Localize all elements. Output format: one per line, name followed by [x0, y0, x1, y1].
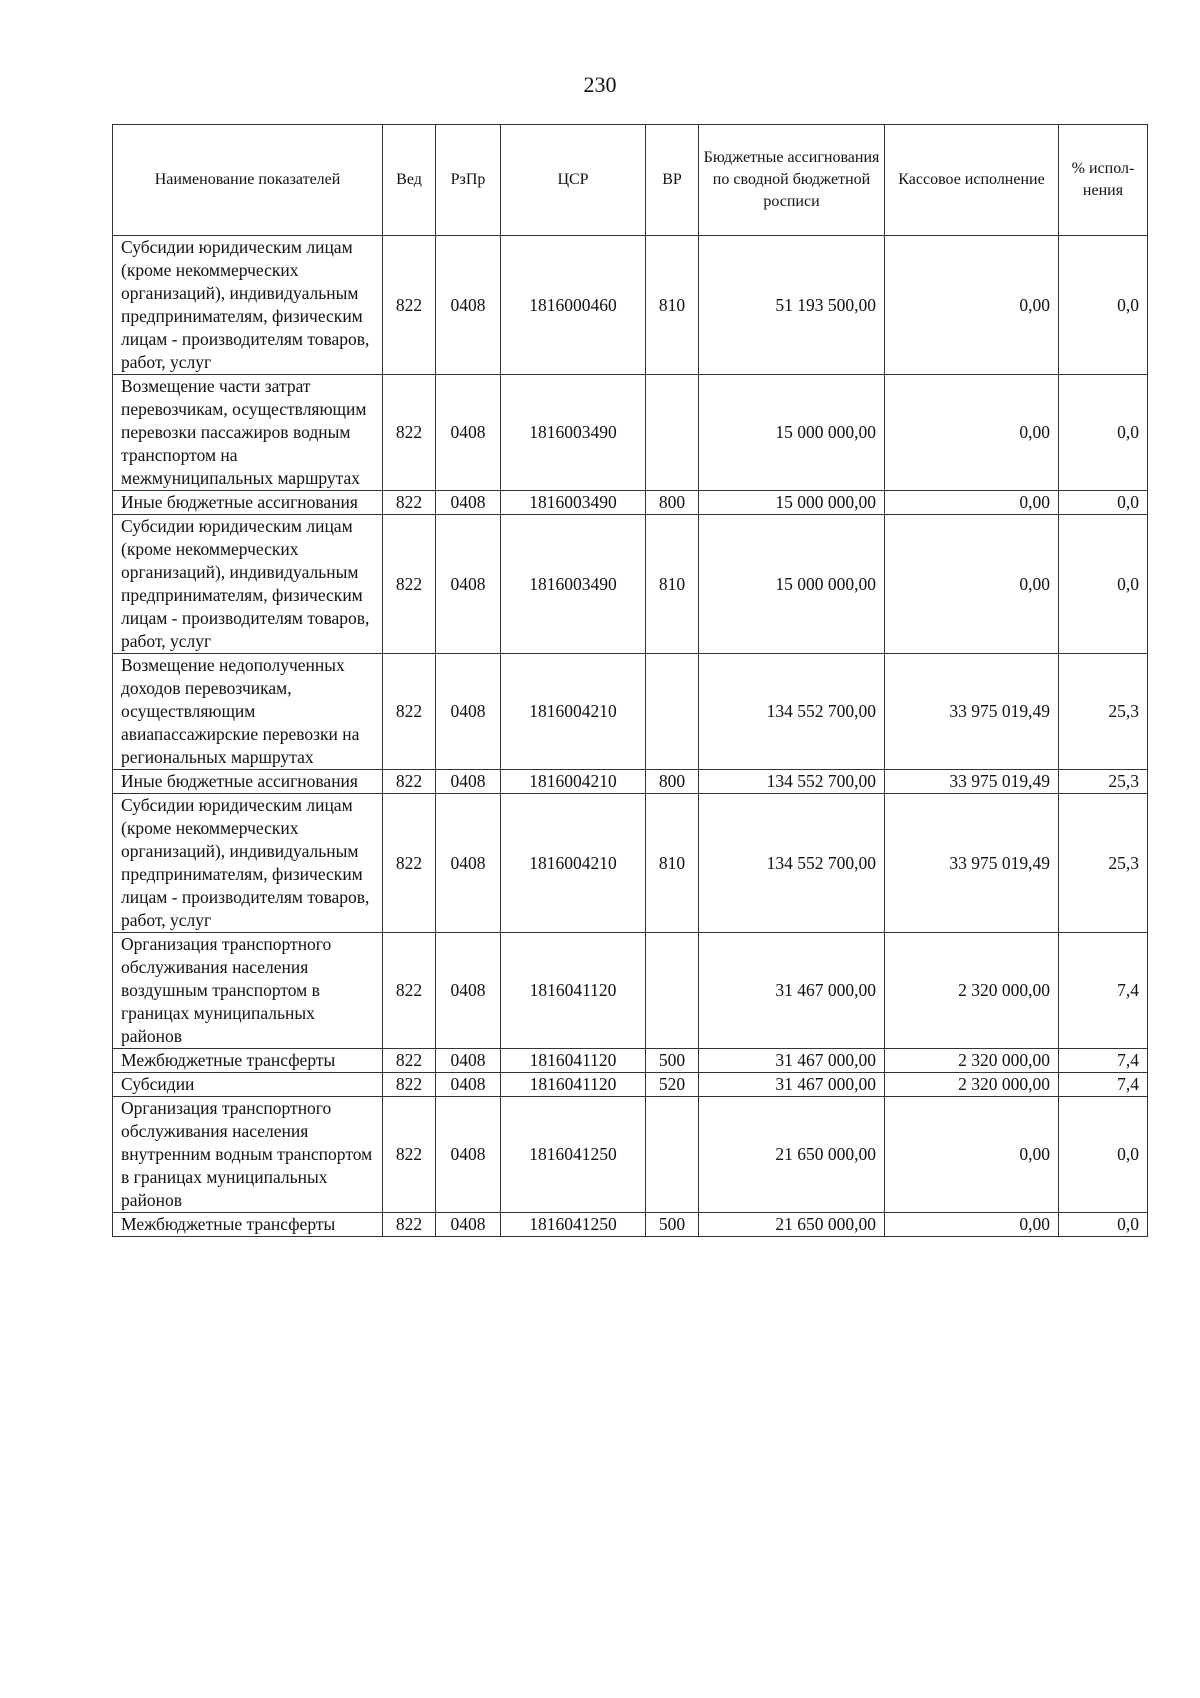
- cell-executed: 0,00: [885, 1097, 1059, 1213]
- table-row: [113, 1097, 1148, 1213]
- cell-name: Возмещение недополученных доходов перевозчикам, осуществляющим авиапассажирские перевозки на региональных маршрутах: [113, 654, 383, 770]
- cell-name: Возмещение части затрат перевозчикам, осуществляющим перевозки пассажиров водным транспортом на межмуниципальных маршрутах: [113, 375, 383, 491]
- cell-vr: [646, 933, 699, 1049]
- cell-name: Субсидии юридическим лицам (кроме некоммерческих организаций), индивидуальным предпринимателям, физическим лицам - производителям товаров, работ, услуг: [113, 236, 383, 375]
- cell-ved: 822: [383, 515, 436, 654]
- cell-vr: 810: [646, 236, 699, 375]
- table-row: [113, 794, 1148, 933]
- cell-rzpr: 0408: [436, 654, 501, 770]
- cell-assigned: 21 650 000,00: [699, 1213, 885, 1237]
- cell-rzpr: 0408: [436, 770, 501, 794]
- cell-executed: 2 320 000,00: [885, 1049, 1059, 1073]
- header-ved: Вед: [383, 125, 436, 236]
- cell-rzpr: 0408: [436, 933, 501, 1049]
- cell-executed: 0,00: [885, 515, 1059, 654]
- cell-name: Иные бюджетные ассигнования: [113, 491, 383, 515]
- cell-name: Организация транспортного обслуживания населения внутренним водным транспортом в границах муниципальных районов: [113, 1097, 383, 1213]
- cell-assigned: 31 467 000,00: [699, 1049, 885, 1073]
- cell-percent: 25,3: [1059, 794, 1148, 933]
- cell-name: Субсидии юридическим лицам (кроме некоммерческих организаций), индивидуальным предпринимателям, физическим лицам - производителям товаров, работ, услуг: [113, 794, 383, 933]
- cell-vr: [646, 654, 699, 770]
- cell-percent: 25,3: [1059, 770, 1148, 794]
- cell-assigned: 134 552 700,00: [699, 794, 885, 933]
- cell-csr: 1816003490: [501, 515, 646, 654]
- cell-executed: 33 975 019,49: [885, 794, 1059, 933]
- budget-execution-table: [112, 124, 1148, 1237]
- header-row: [113, 125, 1148, 236]
- cell-executed: 0,00: [885, 375, 1059, 491]
- header-assigned: Бюджетные ассигнования по сводной бюджетной росписи: [699, 125, 885, 236]
- cell-csr: 1816003490: [501, 491, 646, 515]
- cell-rzpr: 0408: [436, 1049, 501, 1073]
- cell-vr: 810: [646, 794, 699, 933]
- cell-vr: 500: [646, 1213, 699, 1237]
- table-row: [113, 770, 1148, 794]
- cell-percent: 0,0: [1059, 236, 1148, 375]
- cell-name: Организация транспортного обслуживания населения воздушным транспортом в границах муниципальных районов: [113, 933, 383, 1049]
- cell-ved: 822: [383, 1097, 436, 1213]
- cell-csr: 1816004210: [501, 770, 646, 794]
- cell-percent: 7,4: [1059, 1049, 1148, 1073]
- cell-ved: 822: [383, 1049, 436, 1073]
- cell-percent: 25,3: [1059, 654, 1148, 770]
- cell-executed: 33 975 019,49: [885, 770, 1059, 794]
- page-number: 230: [583, 72, 617, 97]
- table-row: [113, 1073, 1148, 1097]
- cell-name: Иные бюджетные ассигнования: [113, 770, 383, 794]
- cell-vr: 500: [646, 1049, 699, 1073]
- cell-vr: 800: [646, 491, 699, 515]
- header-rzpr: РзПр: [436, 125, 501, 236]
- cell-csr: 1816000460: [501, 236, 646, 375]
- header-executed: Кассовое исполнение: [885, 125, 1059, 236]
- cell-executed: 0,00: [885, 236, 1059, 375]
- cell-rzpr: 0408: [436, 1097, 501, 1213]
- cell-name: Межбюджетные трансферты: [113, 1213, 383, 1237]
- cell-percent: 0,0: [1059, 1213, 1148, 1237]
- cell-percent: 0,0: [1059, 491, 1148, 515]
- cell-assigned: 15 000 000,00: [699, 515, 885, 654]
- cell-csr: 1816041120: [501, 1073, 646, 1097]
- table-row: [113, 1049, 1148, 1073]
- table-row: [113, 1213, 1148, 1237]
- cell-assigned: 134 552 700,00: [699, 770, 885, 794]
- cell-vr: 800: [646, 770, 699, 794]
- cell-vr: 810: [646, 515, 699, 654]
- cell-ved: 822: [383, 491, 436, 515]
- cell-rzpr: 0408: [436, 236, 501, 375]
- cell-csr: 1816004210: [501, 654, 646, 770]
- cell-rzpr: 0408: [436, 375, 501, 491]
- table-row: [113, 236, 1148, 375]
- cell-executed: 33 975 019,49: [885, 654, 1059, 770]
- cell-name: Межбюджетные трансферты: [113, 1049, 383, 1073]
- table-row: [113, 933, 1148, 1049]
- cell-vr: [646, 1097, 699, 1213]
- cell-executed: 0,00: [885, 491, 1059, 515]
- cell-executed: 2 320 000,00: [885, 933, 1059, 1049]
- cell-executed: 2 320 000,00: [885, 1073, 1059, 1097]
- table-row: [113, 654, 1148, 770]
- cell-rzpr: 0408: [436, 794, 501, 933]
- cell-executed: 0,00: [885, 1213, 1059, 1237]
- table-row: [113, 515, 1148, 654]
- table-row: [113, 375, 1148, 491]
- cell-assigned: 31 467 000,00: [699, 933, 885, 1049]
- cell-csr: 1816041120: [501, 1049, 646, 1073]
- header-percent: % испол-нения: [1059, 125, 1148, 236]
- header-name: Наименование показателей: [113, 125, 383, 236]
- cell-assigned: 15 000 000,00: [699, 375, 885, 491]
- cell-ved: 822: [383, 1073, 436, 1097]
- cell-vr: 520: [646, 1073, 699, 1097]
- cell-name: Субсидии: [113, 1073, 383, 1097]
- cell-percent: 0,0: [1059, 1097, 1148, 1213]
- cell-assigned: 134 552 700,00: [699, 654, 885, 770]
- table-body: [113, 236, 1148, 1237]
- cell-ved: 822: [383, 770, 436, 794]
- cell-csr: 1816041250: [501, 1097, 646, 1213]
- cell-ved: 822: [383, 654, 436, 770]
- cell-ved: 822: [383, 236, 436, 375]
- cell-ved: 822: [383, 375, 436, 491]
- cell-rzpr: 0408: [436, 1213, 501, 1237]
- cell-rzpr: 0408: [436, 491, 501, 515]
- table-row: [113, 491, 1148, 515]
- cell-percent: 0,0: [1059, 375, 1148, 491]
- cell-assigned: 31 467 000,00: [699, 1073, 885, 1097]
- cell-assigned: 51 193 500,00: [699, 236, 885, 375]
- header-vr: ВР: [646, 125, 699, 236]
- cell-csr: 1816041120: [501, 933, 646, 1049]
- header-csr: ЦСР: [501, 125, 646, 236]
- cell-rzpr: 0408: [436, 1073, 501, 1097]
- table-header: [113, 125, 1148, 236]
- cell-csr: 1816041250: [501, 1213, 646, 1237]
- cell-csr: 1816004210: [501, 794, 646, 933]
- cell-vr: [646, 375, 699, 491]
- cell-percent: 0,0: [1059, 515, 1148, 654]
- cell-name: Субсидии юридическим лицам (кроме некоммерческих организаций), индивидуальным предпринимателям, физическим лицам - производителям товаров, работ, услуг: [113, 515, 383, 654]
- cell-ved: 822: [383, 1213, 436, 1237]
- cell-ved: 822: [383, 933, 436, 1049]
- cell-ved: 822: [383, 794, 436, 933]
- cell-assigned: 15 000 000,00: [699, 491, 885, 515]
- cell-csr: 1816003490: [501, 375, 646, 491]
- cell-percent: 7,4: [1059, 933, 1148, 1049]
- cell-percent: 7,4: [1059, 1073, 1148, 1097]
- cell-rzpr: 0408: [436, 515, 501, 654]
- cell-assigned: 21 650 000,00: [699, 1097, 885, 1213]
